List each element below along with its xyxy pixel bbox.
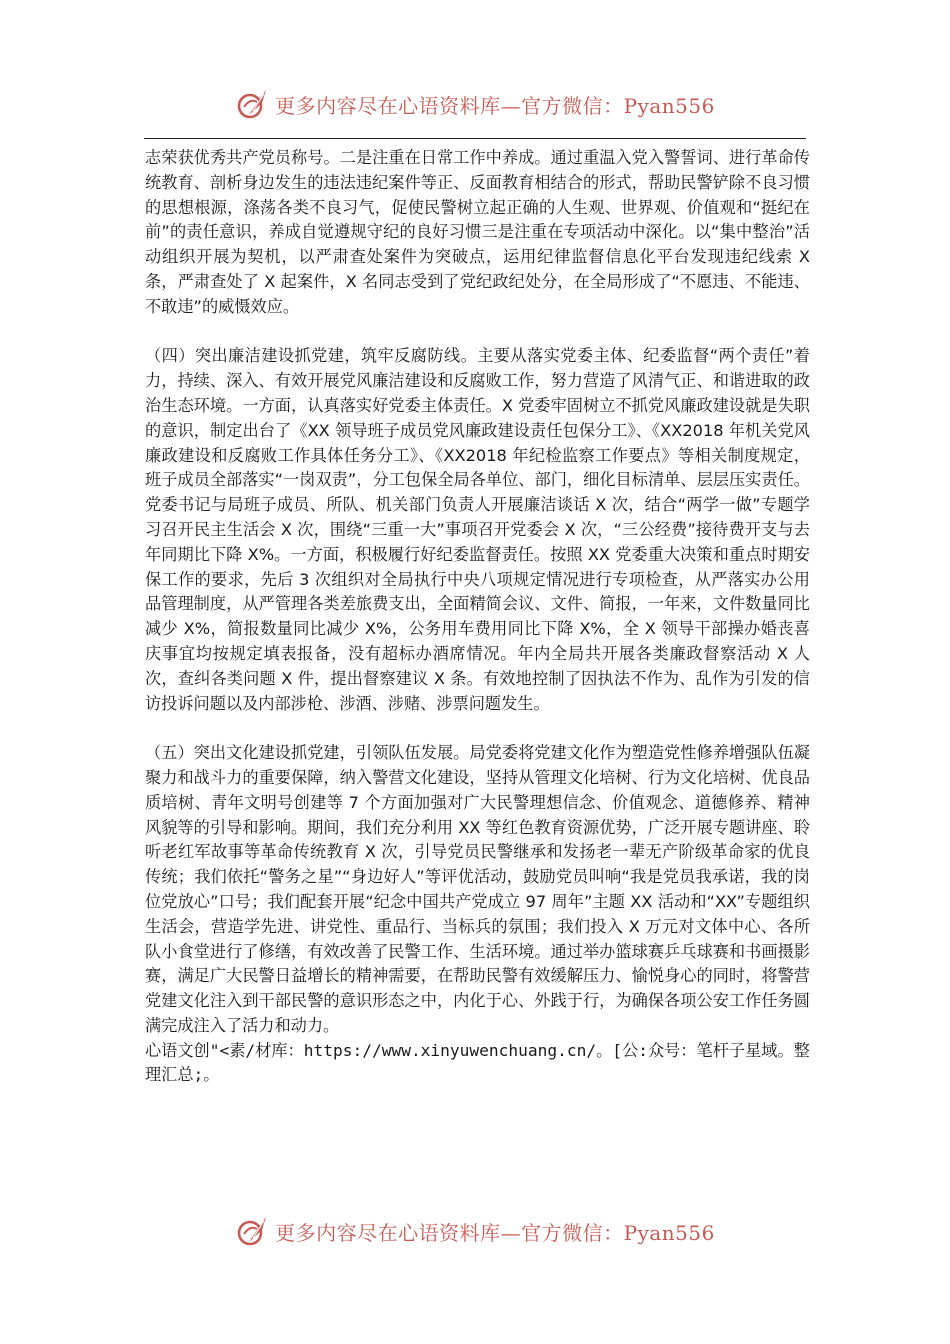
footer-banner [0,1211,950,1251]
paragraph-continued: 志荣获优秀共产党员称号。二是注重在日常工作中养成。通过重温入党入警誓词、进行革命传统教育、剖析身边发生的违法违纪案件等正、反面教育相结合的形式，帮助民警铲除不良习惯的思想根源，涤荡各类不良习气，促使民警树立起正确的人生观、世界观、价值观和“挺纪在前”的责任意识，养成自觉遵规守纪的良好习惯三是注重在专项活动中深化。以“集中整治”活动组织开展为契机，以严肃查处案件为突破点，运用纪律监督信息化平台发现违纪线索 X 条，严肃查处了 X 起案件，X 名同志受到了党纪政纪处分，在全局形成了“不愿违、不能违、不敢违”的威慑效应。 [145,148,810,316]
quill-logo-icon [235,87,269,121]
header-banner [0,84,950,124]
source-note: 心语文创"<素/材库：https://www.xinyuwenchuang.cn/。[公:众号：笔杆子星域。整理汇总;。 [145,1040,810,1085]
header-divider [144,138,806,139]
document-body [145,146,810,1088]
quill-logo-icon [235,1214,269,1248]
header-banner-text: 更多内容尽在心语资料库—官方微信：Pyan556 [275,93,715,118]
footer-banner-text: 更多内容尽在心语资料库—官方微信：Pyan556 [275,1220,715,1245]
paragraph-section-four: （四）突出廉洁建设抓党建，筑牢反腐防线。主要从落实党委主体、纪委监督“两个责任”着力，持续、深入、有效开展党风廉洁建设和反腐败工作，努力营造了风清气正、和谐进取的政治生态环境。一方面，认真落实好党委主体责任。X 党委牢固树立不抓党风廉政建设就是失职的意识，制定出台了《XX 领导班子成员党风廉政建设责任包保分工》、《XX2018 年机关党风廉政建设和反腐败工作具体任务分工》、《XX2018 年纪检监察工作要点》等相关制度规定，班子成员全部落实“一岗双责”，分工包保全局各单位、部门，细化目标清单、层层压实责任。党委书记与局班子成员、所队、机关部门负责人开展廉洁谈话 X 次，结合“两学一做”专题学习召开民主生活会 X 次，围绕“三重一大”事项召开党委会 X 次，“三公经费”接待费开支与去年同期比下降 X%。一方面，积极履行好纪委监督责任。按照 XX 党委重大决策和重点时期安保工作的要求，先后 3 次组织对全局执行中央八项规定情况进行专项检查，从严落实办公用品管理制度，从严管理各类差旅费支出，全面精简会议、文件、简报，一年来，文件数量同比减少 X%，简报数量同比减少 X%，公务用车费用同比下降 X%，全 X 领导干部操办婚丧喜庆事宜均按规定填表报备，没有超标办酒席情况。年内全局共开展各类廉政督察活动 X 人次，查纠各类问题 X 件，提出督察建议 X 条。有效地控制了因执法不作为、乱作为引发的信访投诉问题以及内部涉枪、涉酒、涉赌、涉票问题发生。 [145,346,810,713]
paragraph-section-five: （五）突出文化建设抓党建，引领队伍发展。局党委将党建文化作为塑造党性修养增强队伍凝聚力和战斗力的重要保障，纳入警营文化建设，坚持从管理文化培树、行为文化培树、优良品质培树、青年文明号创建等 7 个方面加强对广大民警理想信念、价值观念、道德修养、精神风貌等的引导和影响。期间，我们充分利用 XX 等红色教育资源优势，广泛开展专题讲座、聆听老红军故事等革命传统教育 X 次，引导党员民警继承和发扬老一辈无产阶级革命家的优良传统；我们依托“警务之星”“身边好人”等评优活动，鼓励党员叫响“我是党员我承诺，我的岗位党放心”口号；我们配套开展“纪念中国共产党成立 97 周年”主题 XX 活动和“XX”专题组织生活会，营造学先进、讲党性、重品行、当标兵的氛围；我们投入 X 万元对文体中心、各所队小食堂进行了修缮，有效改善了民警工作、生活环境。通过举办篮球赛乒乓球赛和书画摄影赛，满足广大民警日益增长的精神需要，在帮助民警有效缓解压力、愉悦身心的同时，将警营党建文化注入到干部民警的意识形态之中，内化于心、外践于行，为确保各项公安工作任务圆满完成注入了活力和动力。 [145,743,810,1035]
